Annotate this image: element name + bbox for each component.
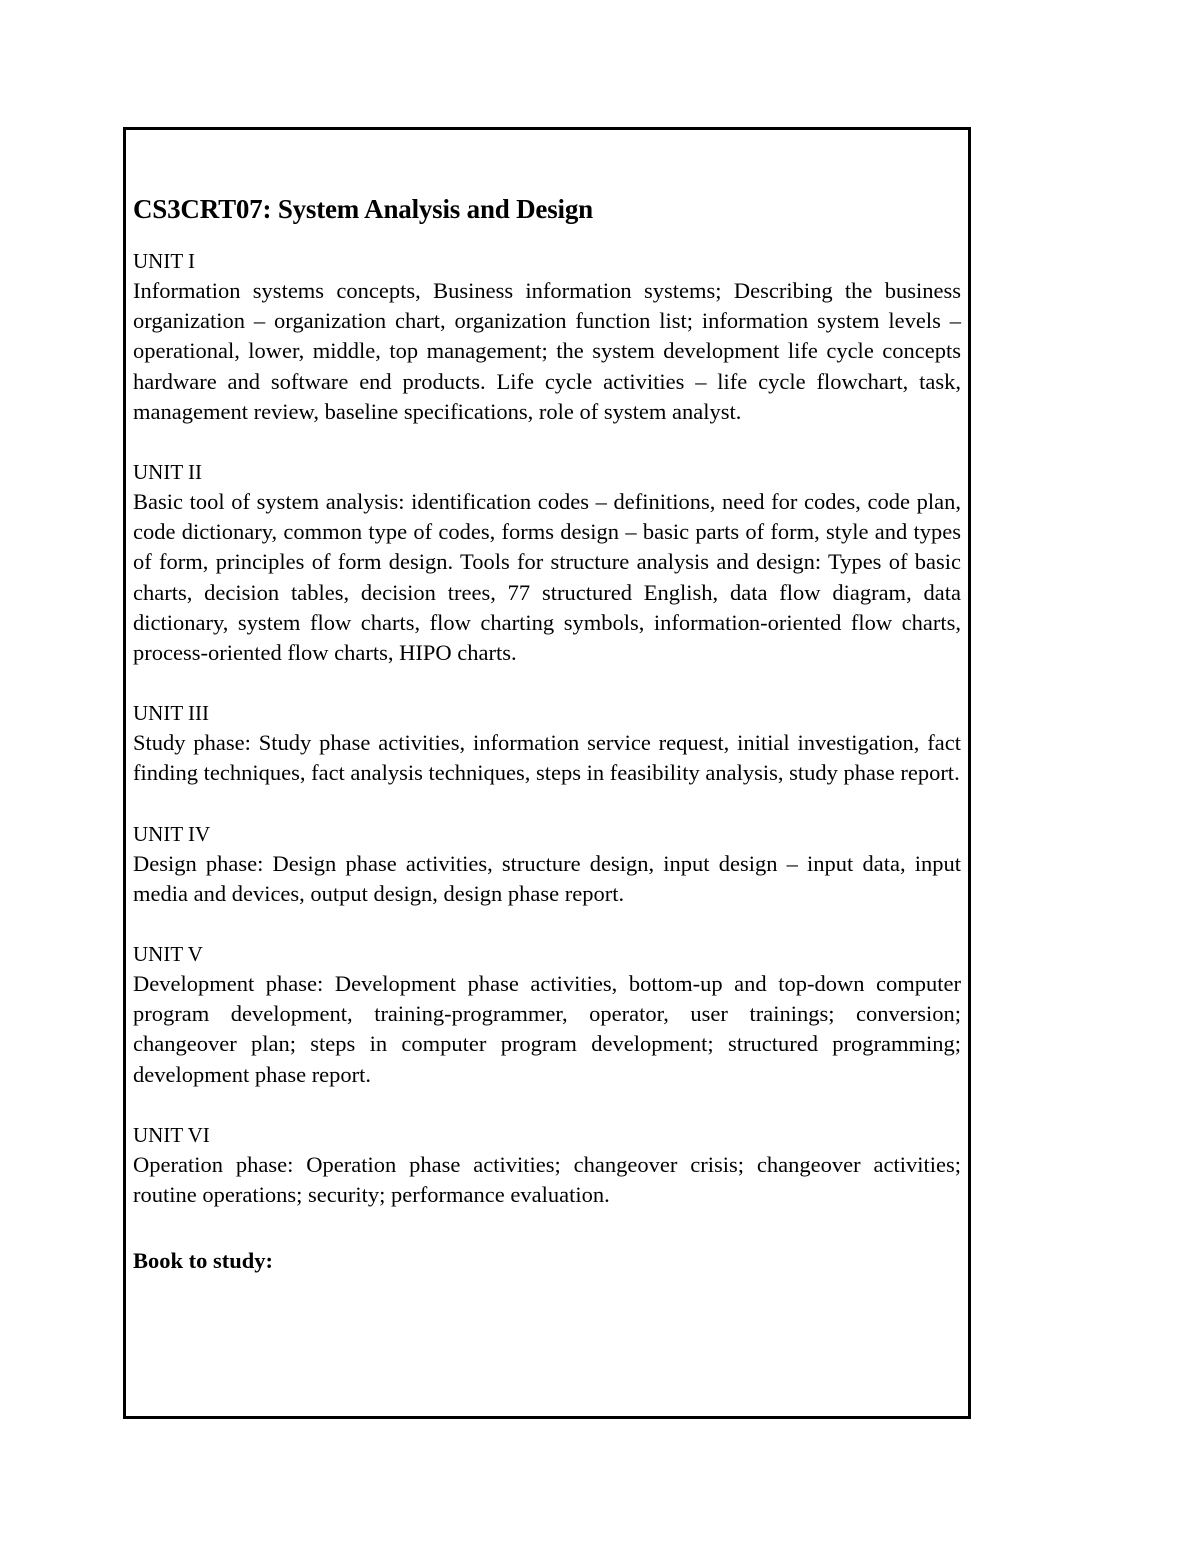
unit-description: Information systems concepts, Business information systems; Describing the business organization – organization chart, organization function list; information system levels – operational, lower, middle, top management; the system development life cycle concepts hardware and software end products. Life cycle activities – life cycle flowchart, task, management review, baseline specifications, role of system analyst.	[133, 278, 961, 424]
book-to-study-heading: Book to study:	[133, 1248, 274, 1274]
unit-description: Basic tool of system analysis: identification codes – definitions, need for codes, code plan, code dictionary, common type of codes, forms design – basic parts of form, style and types of form, principles of form design. Tools for structure analysis and design: Types of basic charts, decision tables, decision trees, 77 structured English, data flow diagram, data dictionary, system flow charts, flow charting symbols, information-oriented flow charts, process-oriented flow charts, HIPO charts.	[133, 489, 961, 666]
unit-description: Design phase: Design phase activities, structure design, input design – input data, input media and devices, output design, design phase report.	[133, 850, 961, 906]
unit-heading: UNIT I	[133, 249, 196, 273]
unit-1	[133, 246, 961, 427]
syllabus-content	[133, 192, 961, 1276]
unit-heading: UNIT III	[133, 701, 210, 726]
unit-description: Operation phase: Operation phase activities; changeover crisis; changeover activities; routine operations; security; performance evaluation.	[133, 1151, 961, 1208]
unit-6	[133, 1120, 961, 1210]
unit-4	[133, 819, 961, 909]
unit-description: Development phase: Development phase activities, bottom-up and top-down computer program development, training-programmer, operator, user trainings; conversion; changeover plan; steps in computer program development; structured programming; development phase report.	[133, 971, 961, 1087]
course-title: CS3CRT07: System Analysis and Design	[133, 194, 593, 224]
unit-heading: UNIT II	[133, 460, 203, 485]
unit-description: Study phase: Study phase activities, information service request, initial investigation, fact finding techniques, fact analysis techniques, steps in feasibility analysis, study phase report.	[133, 730, 961, 786]
unit-2	[133, 457, 961, 668]
unit-heading: UNIT VI	[133, 1122, 210, 1147]
unit-heading: UNIT V	[133, 942, 203, 967]
unit-3	[133, 698, 961, 788]
unit-5	[133, 939, 961, 1090]
syllabus-box	[123, 127, 971, 1419]
unit-heading: UNIT IV	[133, 821, 211, 846]
